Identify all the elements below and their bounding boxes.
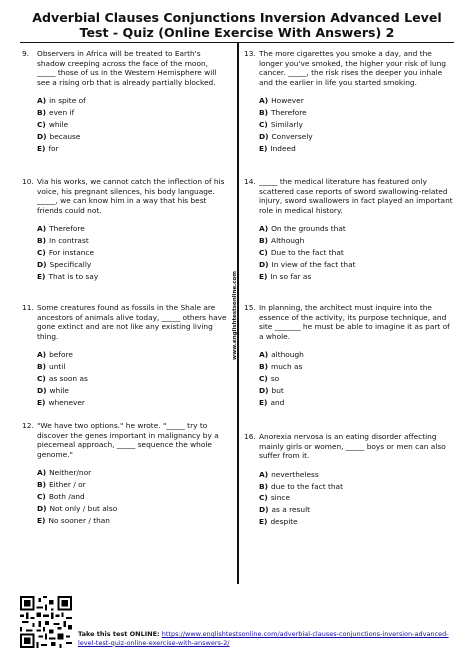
option-text: In view of the fact that xyxy=(271,259,356,269)
option-letter: A) xyxy=(259,224,269,234)
question-block xyxy=(244,432,454,528)
question-text: In planning, the architect must inquire into the essence of the activity, its purpose technique, and site _______ he must be able to imagine it as part of a whole. xyxy=(259,303,450,341)
option-letter: D) xyxy=(259,505,269,515)
option-text: much as xyxy=(271,362,303,372)
answer-option[interactable] xyxy=(259,95,454,107)
answer-option[interactable] xyxy=(259,119,454,131)
option-letter: D) xyxy=(259,131,269,141)
answer-option[interactable] xyxy=(259,271,454,283)
option-text: Conversely xyxy=(271,131,313,141)
option-letter: B) xyxy=(37,236,47,246)
answer-option[interactable] xyxy=(37,467,227,479)
option-text: before xyxy=(49,350,73,360)
option-letter: B) xyxy=(259,236,269,246)
answer-option[interactable] xyxy=(259,131,454,143)
option-letter: E) xyxy=(259,516,268,526)
answer-option[interactable] xyxy=(259,223,454,235)
question-block xyxy=(22,49,227,154)
question-text: Anorexia nervosa is an eating disorder affecting mainly girls or women, _____ boys or men can also suffer from it. xyxy=(259,432,446,461)
option-letter: E) xyxy=(259,397,268,407)
option-text: Neither/nor xyxy=(49,468,92,478)
option-text: However xyxy=(271,96,304,106)
option-letter: B) xyxy=(37,480,47,490)
question-text: The more cigarettes you smoke a day, and the longer you've smoked, the higher your risk of lung cancer. _____, the risk rises the deeper you inhale and the earlier in life you started smoking. xyxy=(259,49,446,87)
side-watermark-url: www.englishtestsonline.com xyxy=(232,270,238,360)
option-letter: E) xyxy=(37,515,46,525)
option-text: but xyxy=(271,385,284,395)
option-text: Both /and xyxy=(48,491,85,501)
option-text: in spite of xyxy=(49,96,86,106)
option-letter: A) xyxy=(37,468,47,478)
option-text: On the grounds that xyxy=(271,224,346,234)
question-text: Observers in Africa will be treated to Earth's shadow creeping across the face of the moon, _____ those of us in the Western Hemisphere will see a rising orb that is already partially blocked. xyxy=(37,49,217,87)
footer xyxy=(20,596,454,656)
option-letter: B) xyxy=(37,362,47,372)
answer-options xyxy=(37,95,227,154)
option-text: Either / or xyxy=(49,480,86,490)
question-number: 10. xyxy=(22,177,34,186)
option-text: because xyxy=(49,131,81,141)
option-text: even if xyxy=(49,108,75,118)
option-letter: A) xyxy=(37,224,47,234)
answer-option[interactable] xyxy=(259,143,454,155)
option-letter: C) xyxy=(37,247,46,257)
option-text: while xyxy=(48,119,69,129)
option-letter: D) xyxy=(37,131,47,141)
answer-option[interactable] xyxy=(37,271,227,283)
answer-option[interactable] xyxy=(259,361,454,373)
option-letter: E) xyxy=(259,271,268,281)
option-text: despite xyxy=(270,516,298,526)
question-number: 16. xyxy=(244,432,256,441)
answer-option[interactable] xyxy=(37,235,227,247)
option-letter: C) xyxy=(37,373,46,383)
answer-option[interactable] xyxy=(259,373,454,385)
option-letter: E) xyxy=(37,143,46,153)
option-text: Therefore xyxy=(271,108,307,118)
option-letter: E) xyxy=(37,397,46,407)
page-title: Adverbial Clauses Conjunctions Inversion Advanced Level Test - Quiz (Online Exercise With Answers) 2 xyxy=(32,10,442,40)
option-text: so xyxy=(270,373,280,383)
question-number: 14. xyxy=(244,177,256,186)
answer-option[interactable] xyxy=(37,223,227,235)
option-letter: C) xyxy=(259,373,268,383)
option-text: Due to the fact that xyxy=(270,247,344,257)
option-text: Not only / but also xyxy=(49,503,118,513)
option-letter: C) xyxy=(259,493,268,503)
option-text: due to the fact that xyxy=(271,481,343,491)
question-text: "We have two options." he wrote. "_____ try to discover the genes important in malignancy by a piecemeal approach, _____ sequence the whole genome." xyxy=(37,421,219,459)
option-letter: A) xyxy=(259,350,269,360)
question-text: Some creatures found as fossils in the Shale are ancestors of animals alive today, _____ others have gone extinct and are not like any existing living thing. xyxy=(37,303,227,341)
option-letter: E) xyxy=(37,271,46,281)
option-letter: D) xyxy=(259,385,269,395)
option-letter: D) xyxy=(259,259,269,269)
question-block xyxy=(244,177,454,282)
answer-option[interactable] xyxy=(37,373,227,385)
option-text: For instance xyxy=(48,247,95,257)
question-block xyxy=(244,303,454,408)
answer-option[interactable] xyxy=(259,385,454,397)
option-letter: B) xyxy=(259,362,269,372)
option-letter: A) xyxy=(37,96,47,106)
answer-options xyxy=(259,349,454,408)
answer-option[interactable] xyxy=(37,361,227,373)
option-letter: A) xyxy=(259,96,269,106)
option-text: In contrast xyxy=(49,236,89,246)
test-link[interactable]: https://www.englishtestsonline.com/adverbial-clauses-conjunctions-inversion-advanced-level-test-quiz-online-exercise-with-answers-2/ xyxy=(78,630,449,647)
answer-option[interactable] xyxy=(37,515,227,527)
answer-option[interactable] xyxy=(37,107,227,119)
answer-options xyxy=(37,467,227,526)
answer-option[interactable] xyxy=(37,479,227,491)
option-text: Although xyxy=(271,236,305,246)
answer-option[interactable] xyxy=(37,349,227,361)
question-number: 11. xyxy=(22,303,34,312)
answer-option[interactable] xyxy=(37,95,227,107)
option-letter: B) xyxy=(259,481,269,491)
option-text: since xyxy=(270,493,291,503)
answer-option[interactable] xyxy=(37,131,227,143)
option-text: for xyxy=(48,143,59,153)
answer-options xyxy=(37,223,227,282)
option-letter: E) xyxy=(259,143,268,153)
option-text: as soon as xyxy=(48,373,88,383)
answer-option[interactable] xyxy=(259,259,454,271)
option-text: and xyxy=(270,397,285,407)
question-number: 9. xyxy=(22,49,30,58)
answer-option[interactable] xyxy=(259,349,454,361)
question-block xyxy=(22,303,227,408)
answer-option[interactable] xyxy=(259,247,454,259)
option-text: Similarly xyxy=(270,119,303,129)
answer-options xyxy=(259,95,454,154)
answer-option[interactable] xyxy=(259,235,454,247)
answer-options xyxy=(37,349,227,408)
question-number: 13. xyxy=(244,49,256,58)
question-text: Via his works, we cannot catch the inflection of his voice, his pregnant silences, his body language. _____, we can know him in a way that his best friends could not. xyxy=(37,177,225,215)
option-text: although xyxy=(271,350,304,360)
answer-option[interactable] xyxy=(37,397,227,409)
option-text: Therefore xyxy=(49,224,85,234)
answer-option[interactable] xyxy=(37,119,227,131)
answer-option[interactable] xyxy=(259,107,454,119)
option-letter: D) xyxy=(37,503,47,513)
answer-option[interactable] xyxy=(259,481,454,493)
option-letter: A) xyxy=(259,469,269,479)
option-text: whenever xyxy=(48,397,85,407)
option-letter: C) xyxy=(37,491,46,501)
answer-option[interactable] xyxy=(37,385,227,397)
question-number: 15. xyxy=(244,303,256,312)
footer-lead: Take this test ONLINE: xyxy=(78,630,160,638)
option-letter: C) xyxy=(37,119,46,129)
option-letter: D) xyxy=(37,385,47,395)
answer-option[interactable] xyxy=(259,469,454,481)
answer-options xyxy=(259,469,454,528)
answer-option[interactable] xyxy=(37,143,227,155)
question-block xyxy=(244,49,454,154)
option-text: In so far as xyxy=(270,271,312,281)
option-text: Indeed xyxy=(270,143,296,153)
option-text: as a result xyxy=(271,505,311,515)
answer-option[interactable] xyxy=(259,504,454,516)
question-text: _____ the medical literature has featured only scattered case reports of sword swallowing-related injury, sword swallowers in fact played an important role in medical history. xyxy=(259,177,453,215)
option-letter: C) xyxy=(259,119,268,129)
question-block xyxy=(22,177,227,282)
answer-options xyxy=(259,223,454,282)
answer-option[interactable] xyxy=(259,397,454,409)
option-letter: B) xyxy=(37,108,47,118)
option-text: while xyxy=(49,385,69,395)
option-text: until xyxy=(49,362,66,372)
option-text: That is to say xyxy=(48,271,99,281)
option-text: nevertheless xyxy=(271,469,319,479)
footer-text xyxy=(78,630,454,647)
qr-code-icon xyxy=(20,596,72,648)
option-text: No sooner / than xyxy=(48,515,110,525)
question-number: 12. xyxy=(22,421,34,430)
option-letter: C) xyxy=(259,247,268,257)
answer-option[interactable] xyxy=(259,516,454,528)
option-letter: B) xyxy=(259,108,269,118)
option-text: Specifically xyxy=(49,259,92,269)
answer-option[interactable] xyxy=(259,492,454,504)
option-letter: A) xyxy=(37,350,47,360)
question-block xyxy=(22,421,227,526)
answer-option[interactable] xyxy=(37,503,227,515)
answer-option[interactable] xyxy=(37,247,227,259)
answer-option[interactable] xyxy=(37,259,227,271)
answer-option[interactable] xyxy=(37,491,227,503)
option-letter: D) xyxy=(37,259,47,269)
